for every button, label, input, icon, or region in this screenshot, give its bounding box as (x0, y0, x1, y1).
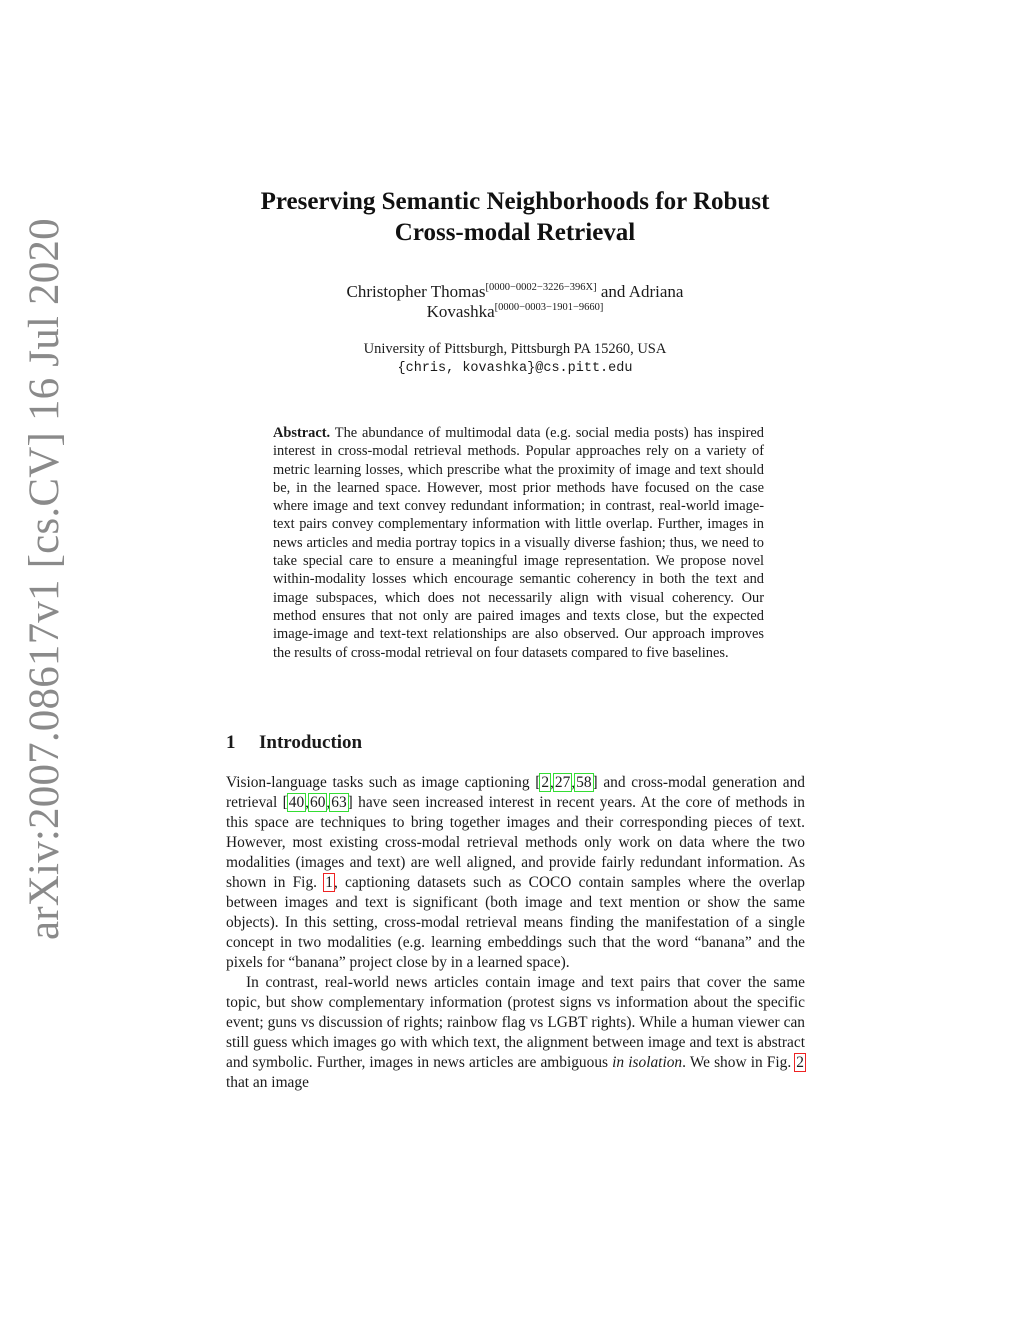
title-line-2: Cross-modal Retrieval (394, 219, 636, 246)
author-name-2: Kovashka (426, 302, 495, 321)
body-text (226, 773, 805, 1093)
citation-link[interactable]: 27 (554, 774, 571, 791)
affiliation: University of Pittsburgh, Pittsburgh PA 15260, USA (363, 341, 667, 357)
text-span: Vision-language tasks such as image captioning [ (226, 774, 541, 791)
citation-link[interactable]: 60 (310, 794, 326, 811)
paragraph-1 (226, 773, 805, 973)
paragraph-2 (226, 973, 805, 1093)
text-span: , (571, 774, 576, 791)
section-heading (226, 732, 806, 754)
figure-link[interactable]: 2 (796, 1054, 804, 1071)
citation-link[interactable]: 40 (288, 794, 305, 811)
arxiv-identifier: arXiv:2007.08617v1 [cs.CV] 16 Jul 2020 (21, 218, 68, 940)
abstract-text: The abundance of multimodal data (e.g. social media posts) has inspired interest in cross-modal retrieval methods. Popular approaches rely on a variety of metric learning losses, which prescribe what the proximity of image and text should be, in the learned space. However, most prior methods have focused on the case where image and text convey redundant information; in contrast, real-world image-text pairs convey complementary information with little overlap. Further, images in news articles and media portray topics in a visually diverse fashion; thus, we need to take special care to ensure a meaningful image representation. We propose novel within-modality losses which encourage semantic coherency in both the text and image subspaces, which does not necessarily align with visual coherency. Our method ensures that not only are paired images and texts close, but the expected image-image and text-text relationships are also observed. Our approach improves the results of cross-modal retrieval on four datasets compared to five baselines. (273, 425, 764, 661)
text-span: that an image (226, 1074, 309, 1091)
text-span: In contrast, real-world news articles contain image and text pairs that cover the same topic, but show complementary information (protest signs vs information about the specific event; guns vs discussion of rights; rainbow flag vs LGBT rights). While a human viewer can still guess which images go with which text, the alignment between image and text is abstract and symbolic. Further, images in news articles are ambiguous (226, 974, 805, 1071)
abstract-label: Abstract. (273, 425, 331, 441)
author-name-1: Christopher Thomas (346, 282, 486, 301)
text-span: ] and cross-modal generation and retrieval [ (226, 774, 805, 811)
author-block (250, 282, 780, 322)
emphasis: in isolation (612, 1054, 683, 1071)
orcid-2: [0000−0003−1901−9660] (494, 302, 604, 313)
citation-link[interactable]: 63 (331, 794, 347, 811)
text-span: . We show in Fig. (682, 1054, 796, 1071)
orcid-1: [0000−0002−3226−396X] (485, 282, 597, 293)
citation-link[interactable]: 58 (576, 774, 592, 791)
text-span: , (305, 794, 310, 811)
citation-link[interactable]: 2 (541, 774, 550, 791)
paper-title (200, 186, 830, 248)
title-line-1: Preserving Semantic Neighborhoods for Robust (260, 188, 770, 215)
text-span: ] have seen increased interest in recent years. At the core of methods in this space are techniques to bring together images and their corresponding pieces of text. However, most existing cross-modal retrieval methods only work on data where the two modalities (images and text) are well aligned, and provide fairly redundant information. As shown in Fig. (226, 794, 805, 891)
section-title: Introduction (259, 732, 363, 753)
text-span: , captioning datasets such as COCO contain samples where the overlap between images and text is significant (both image and text mention or show the same objects). In this setting, cross-modal retrieval means finding the manifestation of a single concept in two modalities (e.g. learning embeddings such that the word “banana” and the pixels for “banana” project close by in a learned space). (226, 874, 805, 971)
abstract (273, 424, 764, 662)
email: {chris, kovashka}@cs.pitt.edu (397, 361, 633, 376)
text-span: , (326, 794, 331, 811)
text-span: , (550, 774, 554, 791)
section-number: 1 (226, 732, 236, 753)
author-conjunction: and Adriana (600, 282, 684, 301)
figure-link[interactable]: 1 (325, 874, 333, 891)
affiliation-block (250, 340, 780, 378)
